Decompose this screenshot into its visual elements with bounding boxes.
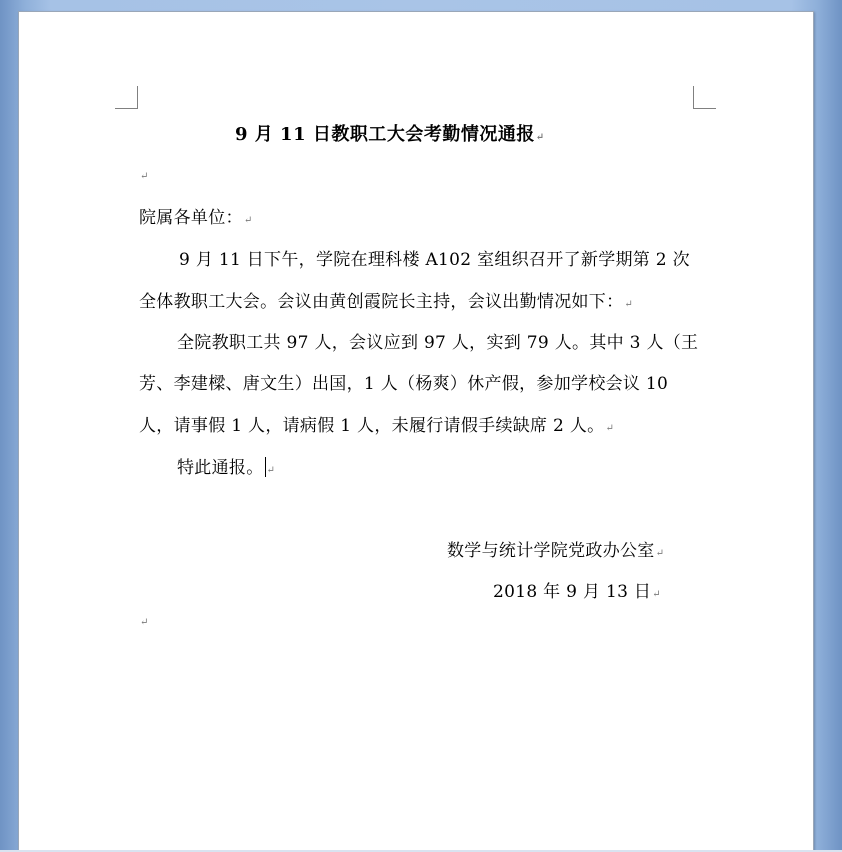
body-line[interactable]: 芳、李建樑、唐文生）出国，1 人（杨爽）休产假，参加学校会议 10 bbox=[139, 374, 669, 394]
salutation-line[interactable]: 院属各单位：↵ bbox=[139, 208, 253, 228]
empty-paragraph[interactable] bbox=[139, 610, 149, 630]
body-line[interactable]: 9 月 11 日下午，学院在理科楼 A102 室组织召开了新学期第 2 次 bbox=[179, 250, 690, 270]
document-page[interactable] bbox=[18, 11, 814, 852]
signature-line[interactable]: 数学与统计学院党政办公室↵ bbox=[447, 541, 665, 561]
paragraph-mark-icon: ↵ bbox=[624, 299, 634, 310]
text-cursor bbox=[265, 457, 266, 477]
paragraph-mark-icon: ↵ bbox=[652, 589, 661, 600]
document-title[interactable]: 9 月 11 日教职工大会考勤情况通报↵ bbox=[235, 124, 545, 145]
closing-line[interactable]: 特此通报。 ↵ bbox=[177, 458, 276, 478]
body-line[interactable]: 全院教职工共 97 人，会议应到 97 人，实到 79 人。其中 3 人（王 bbox=[177, 333, 699, 353]
margin-corner-top-right bbox=[693, 86, 716, 109]
paragraph-mark-icon: ↵ bbox=[535, 132, 545, 143]
paragraph-mark-icon: ↵ bbox=[655, 548, 665, 559]
paragraph-mark-icon: ↵ bbox=[266, 465, 276, 476]
body-line[interactable]: 全体教职工大会。会议由黄创霞院长主持，会议出勤情况如下：↵ bbox=[139, 292, 634, 312]
margin-corner-top-left bbox=[115, 86, 138, 109]
paragraph-mark-icon: ↵ bbox=[605, 423, 615, 434]
empty-paragraph[interactable] bbox=[139, 164, 149, 184]
paragraph-mark-icon: ↵ bbox=[140, 617, 149, 628]
body-line[interactable]: 人，请事假 1 人，请病假 1 人，未履行请假手续缺席 2 人。↵ bbox=[139, 416, 615, 436]
paragraph-mark-icon: ↵ bbox=[243, 215, 253, 226]
date-line[interactable]: 2018 年 9 月 13 日↵ bbox=[493, 582, 661, 602]
paragraph-mark-icon: ↵ bbox=[140, 171, 149, 182]
